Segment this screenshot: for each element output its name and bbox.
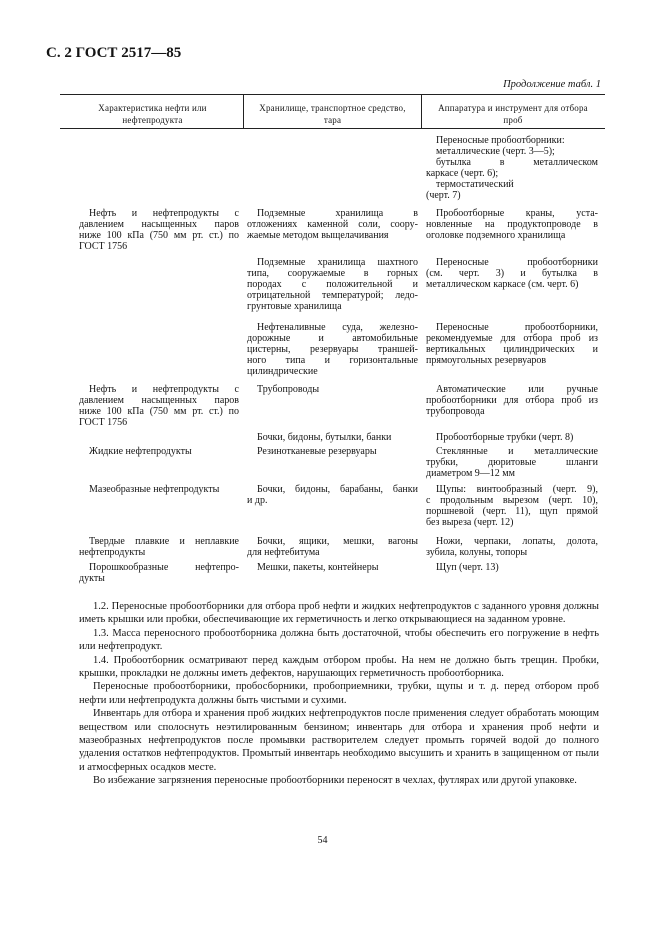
table-continuation-label: Продолжение табл. 1	[503, 79, 601, 90]
table-cell: Пробоотборные трубки (черт. 8)	[436, 432, 574, 443]
paragraph: Во избежание загрязнения переносные пробоотборники переносят в чехлах, футлярах или другой упаковке.	[93, 775, 577, 787]
table-cell: Пробоотборные краны, уста- новленные на продуктопроводе в оголовке подземного хранилища	[426, 208, 598, 241]
table-cell: Мазеобразные нефтепродукты	[89, 484, 220, 495]
table-col-divider-1	[243, 94, 244, 128]
table-cell: Нефть и нефтепродукты с давлением насыщенных паров ниже 100 кПа (750 мм рт. ст.) по ГОСТ 1756	[79, 208, 239, 252]
paragraph: Инвентарь для отбора и хранения проб жидких нефтепродуктов после применения следует обработать моющим веществом или сполоснуть неэтилированным бензином; инвентарь для отбора и хранения проб нефти и мазеобразных нефтепродуктов после промывки растворителем следует промыть горячей водой до полного удаления остатков нефтепродуктов. Промытый инвентарь необходимо высушить и хранить в защищенном от пыли и атмосферных осадков месте.	[79, 708, 599, 773]
paragraph: 1.2. Переносные пробоотборники для отбора проб нефти и жидких нефтепродуктов с заданного уровня должны иметь крышки или пробки, обеспечивающие их герметичность и легко открывающиеся на заданном уровне.	[79, 601, 599, 626]
table-cell: Переносные пробоотборники (см. черт. 3) и бутылка в металлическом каркасе (см. черт. 6)	[426, 257, 598, 290]
paragraph: Переносные пробоотборники, пробосборники, пробоприемники, трубки, щупы и т. д. перед отбором проб нефти или нефтепродукта должны быть чистыми и сухими.	[79, 681, 599, 706]
table-cell: Ножи, черпаки, лопаты, долота, зубила, колуны, топоры	[426, 536, 598, 558]
table-cell: Щупы: винтообразный (черт. 9), с продольным вырезом (черт. 10), поршневой (черт. 11), щуп прямой без выреза (черт. 12)	[426, 484, 598, 528]
table-cell: Подземные хранилища в отложениях каменной соли, соору- жаемые методом выщелачивания	[247, 208, 418, 241]
table-cell: Автоматические или ручные пробоотборники для отбора проб из трубопровода	[426, 384, 598, 417]
paragraph: 1.3. Масса переносного пробоотборника должна быть достаточной, чтобы обеспечить его погружение в нефть или нефтепродукт.	[79, 627, 599, 653]
table-cell: Бочки, бидоны, бутылки, банки	[257, 432, 392, 443]
table-cell: Нефть и нефтепродукты с давлением насыщенных паров ниже 100 кПа (750 мм рт. ст.) по ГОСТ 1756	[79, 384, 239, 428]
table-cell: Жидкие нефтепродукты	[89, 446, 192, 457]
table-cell: Нефтеналивные суда, железно- дорожные и автомобильные цистерны, резервуары траншей- ного типа и горизонтальные цилиндрические	[247, 322, 418, 377]
table-header-rule	[60, 128, 605, 129]
page-number: 54	[317, 835, 328, 846]
table-header-col1: Характеристика нефти или нефтепродукта	[98, 103, 207, 125]
table-cell: Твердые плавкие и неплавкие нефтепродукты	[79, 536, 239, 558]
table-cell: Щуп (черт. 13)	[436, 562, 499, 573]
table-cell: Мешки, пакеты, контейнеры	[257, 562, 379, 573]
table-cell: Порошкообразные нефтепро- дукты	[79, 562, 239, 584]
table-cell: Бочки, ящики, мешки, вагоны для нефтебитума	[247, 536, 418, 558]
table-cell: Бочки, бидоны, барабаны, банки и др.	[247, 484, 418, 506]
table-cell: Переносные пробоотборники, рекомендуемые для отбора проб из вертикальных цилиндрических и прямоугольных резервуаров	[426, 322, 598, 366]
table-header-col2: Хранилище, транспортное средство, тара	[259, 103, 406, 125]
table-col-divider-2	[421, 94, 422, 128]
table-cell: Подземные хранилища шахтного типа, сооружаемые в горных породах с положительной и отрицательной температурой; ледо- грунтовые хранилища	[247, 257, 418, 312]
table-cell: Стеклянные и металлические трубки, дюритовые шланги диаметром 9—12 мм	[426, 446, 598, 479]
page-header: С. 2 ГОСТ 2517—85	[46, 45, 182, 61]
table-top-rule	[60, 94, 605, 95]
table-cell: Переносные пробоотборники: металлические (черт. 3—5); бутылка в металлическом каркасе (черт. 6); термостатический (черт. 7)	[426, 135, 598, 201]
body-text	[79, 600, 599, 788]
paragraph: 1.4. Пробоотборник осматривают перед каждым отбором пробы. На нем не должно быть трещин. Пробки, крышки, прокладки не должны иметь дефектов, нарушающих герметичность пробоотборника.	[79, 654, 599, 680]
table-header-col3: Аппаратура и инструмент для отбора проб	[438, 103, 588, 125]
table-cell: Резинотканевые резервуары	[257, 446, 377, 457]
table-cell: Трубопроводы	[257, 384, 320, 395]
